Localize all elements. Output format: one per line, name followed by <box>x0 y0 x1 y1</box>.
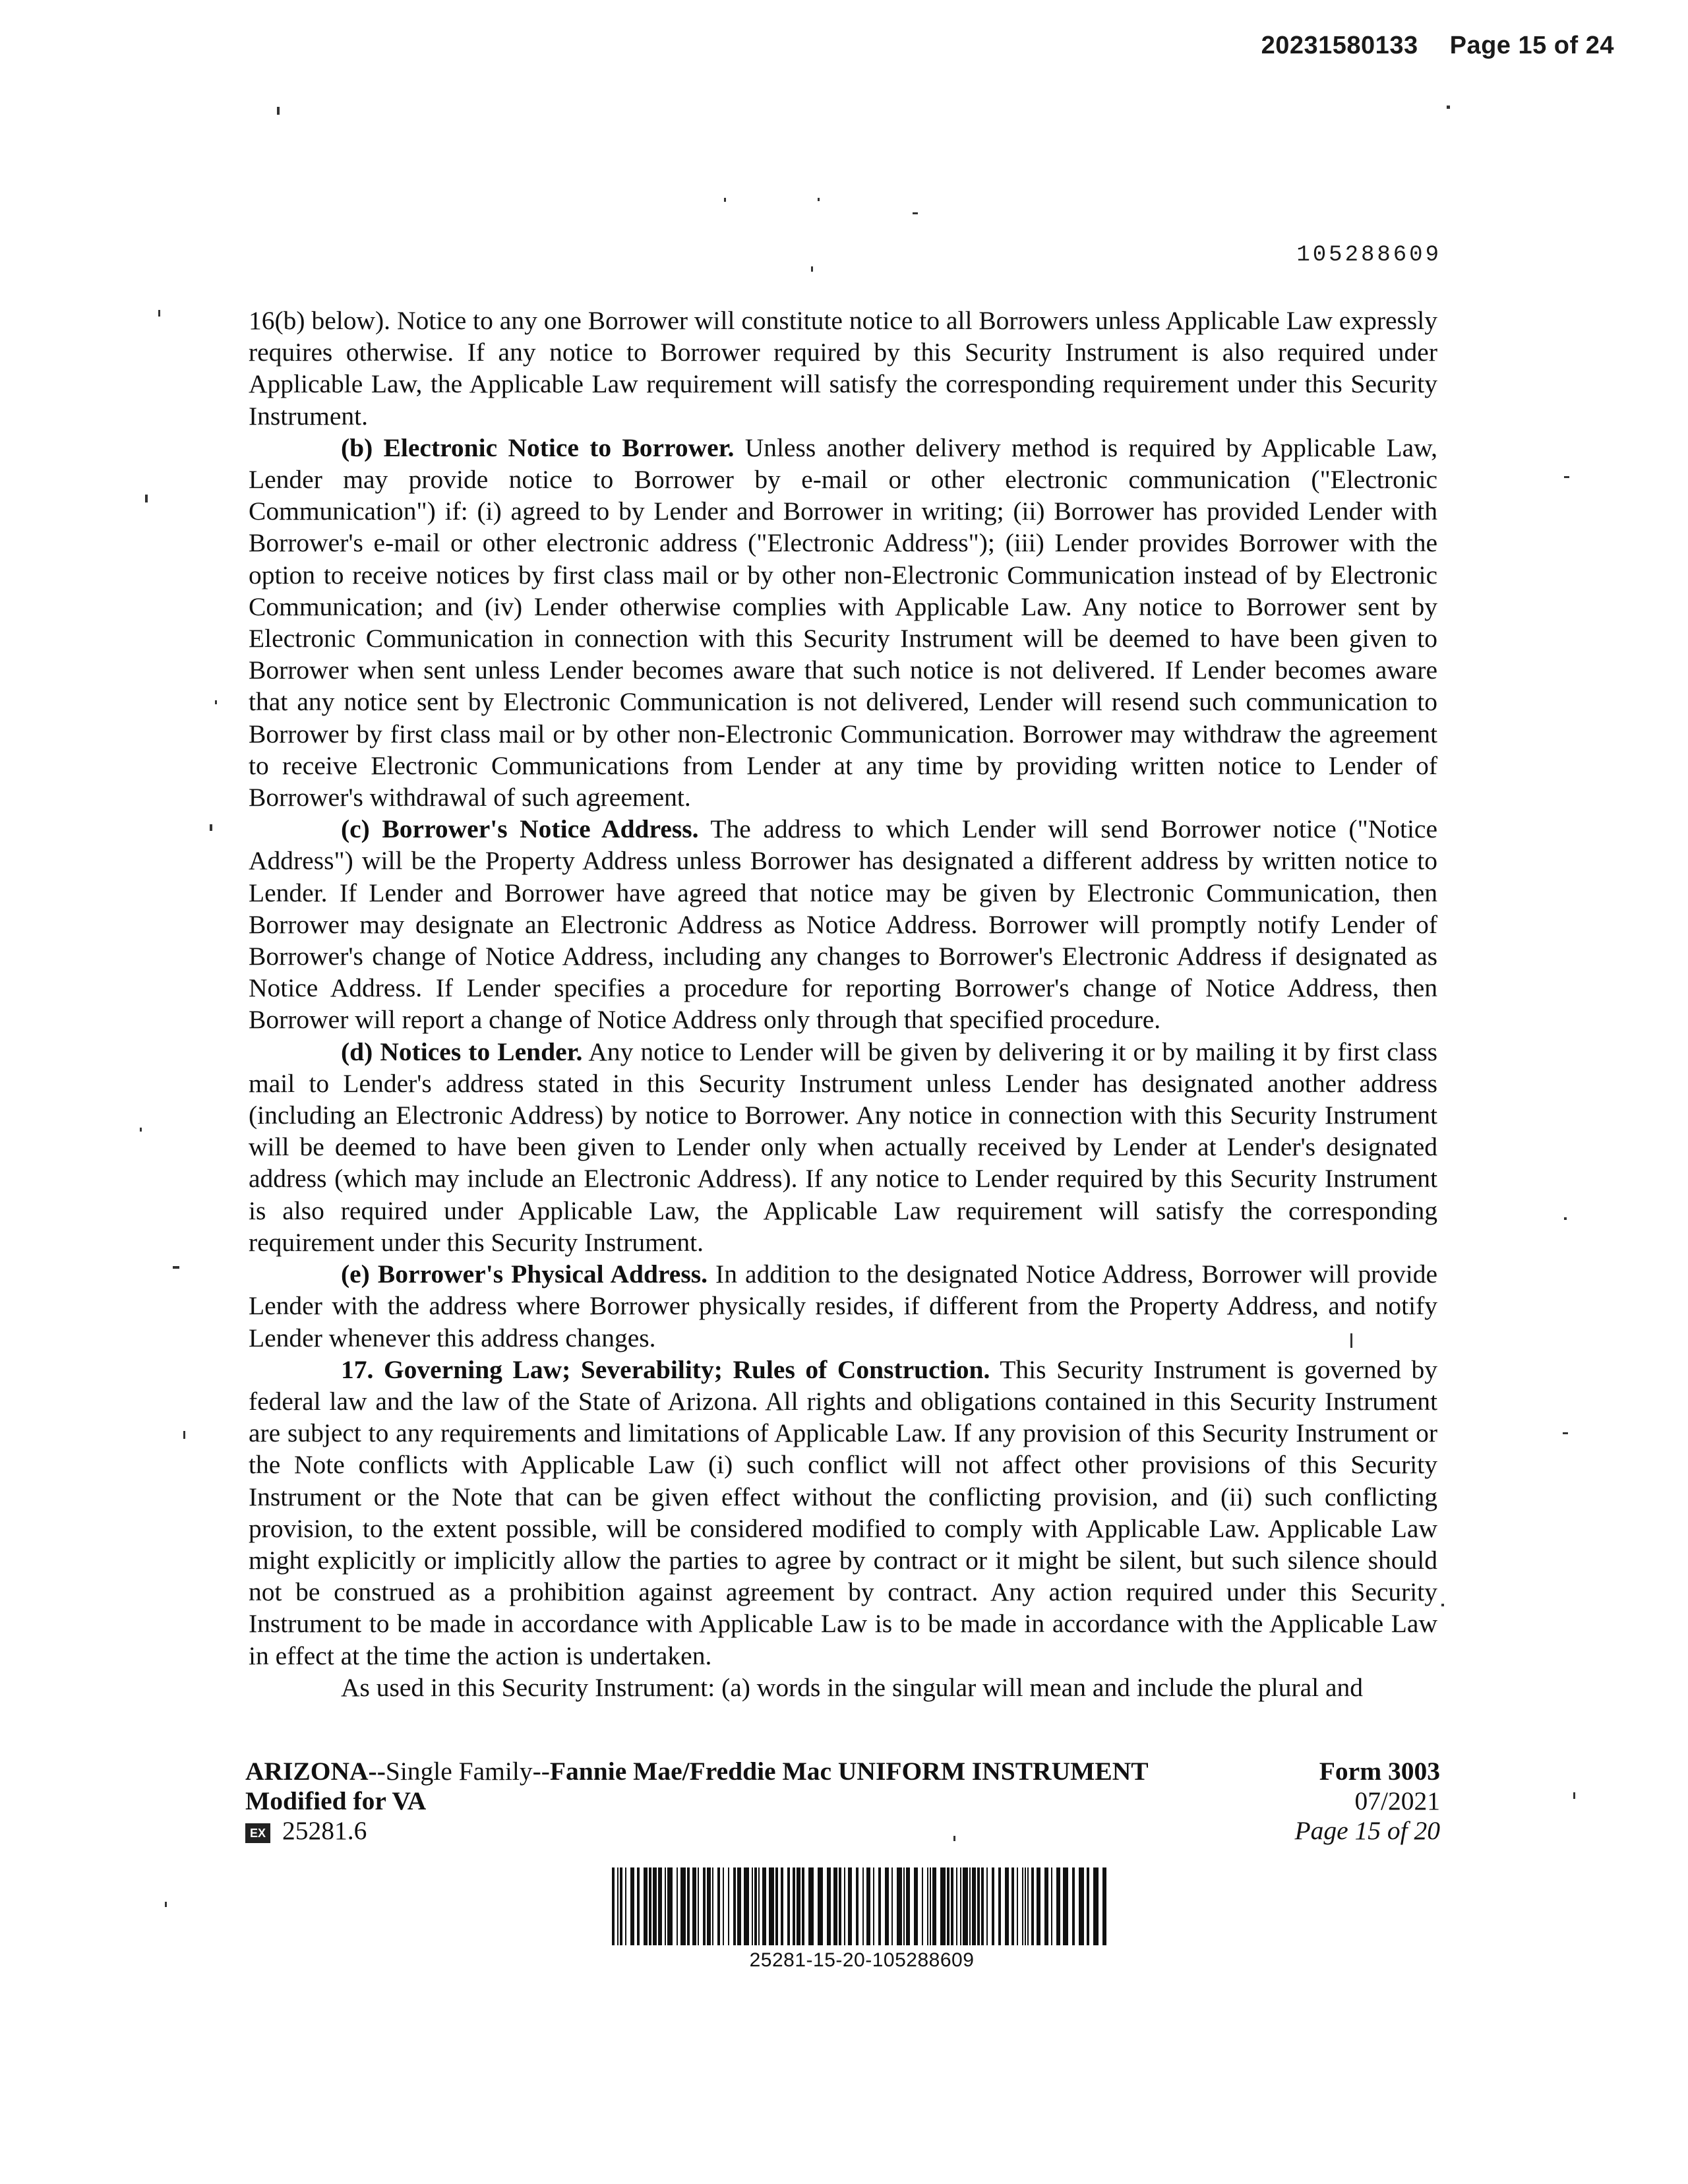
footer-title <box>245 1757 1234 1786</box>
scan-speck <box>818 198 820 201</box>
barcode-bar <box>818 1867 823 1945</box>
barcode-bar <box>885 1867 889 1945</box>
barcode-bar <box>906 1867 910 1945</box>
scan-speck <box>277 107 280 115</box>
barcode-caption: 25281-15-20-105288609 <box>749 1949 975 1971</box>
barcode-bar <box>1031 1867 1034 1945</box>
barcode-bar <box>1056 1867 1060 1945</box>
barcode-graphic <box>611 1867 1113 1945</box>
ex-logo-icon: EX <box>245 1823 270 1843</box>
barcode-bar <box>775 1867 778 1945</box>
barcode-bar <box>692 1867 696 1945</box>
barcode-bar <box>612 1867 615 1945</box>
barcode-bar <box>986 1867 988 1945</box>
barcode-bar <box>797 1867 800 1945</box>
paragraph-heading: (e) Borrower's Physical Address. <box>341 1259 708 1289</box>
barcode-bar <box>1051 1867 1052 1945</box>
barcode-bar <box>963 1867 968 1945</box>
scan-speck <box>811 266 813 272</box>
paragraph-text: The address to which Lender will send Borrower notice ("Notice Address") will be the Property Address unless Borrower has designated a different address by written notice to Lender. If Lender and Borrower have agreed that notice may be given by Electronic Communication, then Borrower may designate an Electronic Address as Notice Address. Borrower will promptly notify Lender of Borrower's change of Notice Address, including any changes to Borrower's Electronic Address if designated as Notice Address. If Lender specifies a procedure for reporting Borrower's change of Notice Address, then Borrower will report a change of Notice Address only through that specified procedure. <box>249 814 1437 1035</box>
paragraph-electronic-notice <box>249 432 1437 813</box>
scan-speck <box>1564 1217 1567 1220</box>
barcode-bar <box>644 1867 648 1945</box>
scan-speck <box>173 1266 179 1269</box>
barcode-bar <box>665 1867 666 1945</box>
barcode-bar <box>687 1867 690 1945</box>
paragraph-heading: (d) Notices to Lender. <box>341 1037 583 1066</box>
paragraph-text: 16(b) below). Notice to any one Borrower will constitute notice to all Borrowers unless Applicable Law expressly requires otherwise. If any notice to Borrower required by this Security Instrument is also required under Applicable Law, the Applicable Law requirement will satisfy the corresponding requirement under this Security Instrument. <box>249 306 1437 431</box>
recording-number: 20231580133 <box>1261 32 1418 59</box>
scan-speck <box>1573 1792 1575 1799</box>
barcode-bar <box>698 1867 699 1945</box>
barcode-bar <box>1079 1867 1084 1945</box>
scan-speck <box>953 1836 955 1841</box>
barcode-bar <box>1025 1867 1026 1945</box>
paragraph-heading: (c) Borrower's Notice Address. <box>341 814 699 844</box>
barcode-bar <box>658 1867 662 1945</box>
barcode-bar <box>781 1867 783 1945</box>
barcode-bar <box>787 1867 790 1945</box>
footer-form-number: Form 3003 <box>1319 1757 1440 1786</box>
barcode-bar <box>922 1867 923 1945</box>
recording-page-label: Page 15 of 24 <box>1449 32 1614 59</box>
barcode-bar <box>956 1867 957 1945</box>
paragraph-text: As used in this Security Instrument: (a) words in the singular will mean and include the plural and <box>341 1672 1364 1702</box>
barcode-bar <box>914 1867 918 1945</box>
scan-speck <box>158 310 160 317</box>
barcode <box>611 1867 1113 1972</box>
barcode-bar <box>793 1867 795 1945</box>
paragraph-text: This Security Instrument is governed by federal law and the law of the State of Arizona. All rights and obligations contained in this Security Instrument are subject to any requirements and limitations of Applicable Law. If any provision of this Security Instrument or the Note conflicts with Applicable Law (i) such conflict will not affect other provisions of this Security Instrument or the Note that can be given effect without the conflicting provision, and (ii) such conflicting provision, to the extent possible, will be considered modified to comply with Applicable Law. Applicable Law might explicitly or implicitly allow the parties to agree by contract or it might be silent, but such silence should not be construed as a prohibition against agreement by contract. Any action required under this Security Instrument to be made in accordance with Applicable Law is to be made in accordance with the Applicable Law in effect at the time the action is undertaken. <box>249 1354 1437 1670</box>
barcode-bar <box>737 1867 741 1945</box>
barcode-bar <box>754 1867 757 1945</box>
paragraph-text: Any notice to Lender will be given by delivering it or by mailing it by first class mail to Lender's address stated in this Security Instrument unless Lender has designated another address (including an Electronic Address) by notice to Borrower. Any notice in connection with this Security Instrument will be deemed to have been given to Lender only when actually received by Lender at Lender's designated address (which may include an Electronic Address). If any notice to Lender required by this Security Instrument is also required under Applicable Law, the Applicable Law requirement will satisfy the corresponding requirement under this Security Instrument. <box>249 1037 1437 1257</box>
barcode-bar <box>1022 1867 1023 1945</box>
scan-speck <box>183 1431 185 1439</box>
barcode-bar <box>802 1867 804 1945</box>
scan-speck <box>145 495 148 502</box>
paragraph-physical-address <box>249 1258 1437 1354</box>
scan-speck <box>1564 476 1569 478</box>
paragraph-continuation <box>249 305 1437 432</box>
footer-form-date: 07/2021 <box>1354 1786 1440 1815</box>
barcode-bar <box>728 1867 729 1945</box>
scan-speck <box>724 198 726 202</box>
barcode-bar <box>707 1867 711 1945</box>
barcode-bar <box>758 1867 760 1945</box>
barcode-bar <box>1093 1867 1099 1945</box>
footer-page-of: Page 15 of 20 <box>1294 1816 1440 1845</box>
barcode-bar <box>866 1867 870 1945</box>
paragraph-text: In addition to the designated Notice Address, Borrower will provide Lender with the address where Borrower physically resides, if different from the Property Address, and notify Lender whenever this address changes. <box>249 1259 1438 1352</box>
scan-speck <box>913 212 918 214</box>
loan-number: 105288609 <box>1296 243 1441 268</box>
paragraph-notice-address <box>249 813 1437 1035</box>
barcode-bar <box>862 1867 864 1945</box>
barcode-bar <box>947 1867 950 1945</box>
footer-title-instrument: Fannie Mae/Freddie Mac UNIFORM INSTRUMENT <box>549 1757 1149 1786</box>
footer-form-code-line <box>245 1816 1234 1846</box>
barcode-bar <box>717 1867 720 1945</box>
barcode-bar <box>630 1867 634 1945</box>
barcode-bar <box>878 1867 881 1945</box>
footer-form-block <box>1294 1757 1440 1846</box>
barcode-bar <box>839 1867 841 1945</box>
barcode-bar <box>1027 1867 1029 1945</box>
barcode-bar <box>1102 1867 1106 1945</box>
barcode-bar <box>762 1867 766 1945</box>
barcode-bar <box>969 1867 971 1945</box>
barcode-bar <box>827 1867 831 1945</box>
barcode-bar <box>977 1867 980 1945</box>
barcode-bar <box>1037 1867 1040 1945</box>
barcode-bar <box>808 1867 814 1945</box>
barcode-bar <box>744 1867 749 1945</box>
barcode-bar <box>903 1867 905 1945</box>
barcode-bar <box>981 1867 984 1945</box>
barcode-bar <box>637 1867 640 1945</box>
barcode-bar <box>769 1867 774 1945</box>
footer-title-block <box>245 1757 1234 1846</box>
barcode-bar <box>891 1867 893 1945</box>
barcode-bar <box>1005 1867 1009 1945</box>
barcode-bar <box>848 1867 852 1945</box>
barcode-bar <box>620 1867 622 1945</box>
barcode-bar <box>873 1867 874 1945</box>
barcode-bar <box>625 1867 626 1945</box>
barcode-bar <box>1044 1867 1048 1945</box>
paragraph-governing-law <box>249 1354 1437 1672</box>
barcode-bar <box>617 1867 618 1945</box>
barcode-bar <box>833 1867 837 1945</box>
paragraph-heading: (b) Electronic Notice to Borrower. <box>341 433 735 462</box>
barcode-bar <box>723 1867 724 1945</box>
scan-speck <box>1441 1604 1444 1606</box>
recording-header <box>1261 32 1614 60</box>
barcode-bar <box>992 1867 994 1945</box>
barcode-bar <box>680 1867 686 1945</box>
footer-title-state: ARIZONA-- <box>245 1757 386 1786</box>
scan-speck <box>1350 1333 1352 1348</box>
paragraph-notices-to-lender <box>249 1036 1437 1258</box>
barcode-bar <box>930 1867 931 1945</box>
barcode-bar <box>1087 1867 1089 1945</box>
barcode-bar <box>752 1867 753 1945</box>
barcode-bar <box>998 1867 1001 1945</box>
barcode-bar <box>703 1867 706 1945</box>
barcode-bar <box>844 1867 845 1945</box>
barcode-bar <box>1063 1867 1068 1945</box>
document-body <box>249 305 1437 1703</box>
barcode-bar <box>667 1867 673 1945</box>
barcode-bar <box>856 1867 859 1945</box>
barcode-bar <box>972 1867 976 1945</box>
barcode-bar <box>653 1867 657 1945</box>
scan-speck <box>1447 106 1450 109</box>
barcode-bar <box>951 1867 953 1945</box>
scan-speck <box>210 824 212 831</box>
barcode-bar <box>960 1867 961 1945</box>
barcode-bar <box>712 1867 713 1945</box>
paragraph-heading: 17. Governing Law; Severability; Rules of Construction. <box>341 1354 990 1384</box>
scan-speck <box>1563 1432 1568 1434</box>
scan-speck <box>165 1902 167 1907</box>
scan-speck <box>140 1128 142 1132</box>
paragraph-text: Unless another delivery method is required by Applicable Law, Lender may provide notice to Borrower by e-mail or other electronic communication ("Electronic Communication") if: (i) agreed to by Lender and Borrower in writing; (ii) Borrower has provided Lender with Borrower's e-mail or other electronic address ("Electronic Address"); (iii) Lender provides Borrower with the option to receive notices by first class mail or by other non-Electronic Communication instead of by Electronic Communication; and (iv) Lender otherwise complies with Applicable Law. Any notice to Borrower sent by Electronic Communication in connection with this Security Instrument will be deemed to have been given to Borrower when sent unless Lender becomes aware that such notice is not delivered. If Lender becomes aware that any notice sent by Electronic Communication is not delivered, Lender will resend such communication to Borrower by first class mail or by other non-Electronic Communication. Borrower may withdraw the agreement to receive Electronic Communications from Lender at any time by providing written notice to Lender of Borrower's withdrawal of such agreement. <box>249 433 1437 812</box>
barcode-bar <box>1011 1867 1014 1945</box>
barcode-bar <box>897 1867 902 1945</box>
footer-title-type: Single Family-- <box>385 1757 550 1786</box>
scan-speck <box>215 700 217 704</box>
footer-form-code: 25281.6 <box>282 1816 367 1845</box>
paragraph-construction <box>249 1672 1437 1703</box>
footer-subtitle: Modified for VA <box>245 1786 427 1815</box>
barcode-bar <box>677 1867 678 1945</box>
barcode-bar <box>932 1867 936 1945</box>
barcode-bar <box>733 1867 736 1945</box>
barcode-bar <box>1017 1867 1018 1945</box>
barcode-bar <box>927 1867 928 1945</box>
barcode-bar <box>649 1867 651 1945</box>
barcode-bar <box>940 1867 946 1945</box>
barcode-bar <box>1072 1867 1075 1945</box>
